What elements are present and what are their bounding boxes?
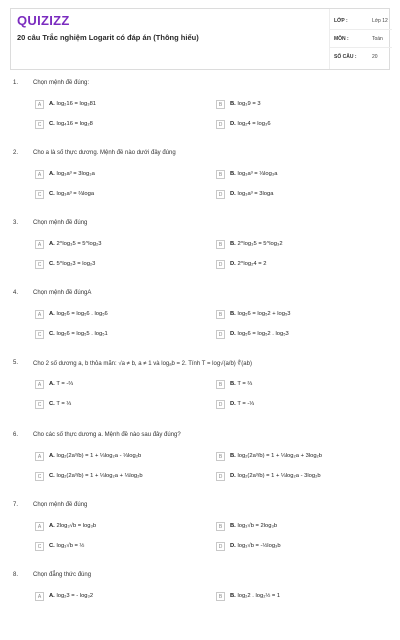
option-label: C. — [49, 401, 55, 407]
option-text: T = ⅓ — [56, 401, 72, 407]
option-text: log₃√b = ½ — [56, 543, 85, 549]
option-b[interactable] — [216, 100, 386, 112]
option-label: D. — [230, 331, 236, 337]
option-text: log₂3 = - log₃2 — [56, 593, 94, 599]
option-text: log₃a³ = ⅓log₃a — [237, 171, 278, 177]
option-c[interactable] — [35, 472, 205, 484]
question-5 — [0, 360, 400, 428]
option-letter-box: A — [35, 310, 44, 319]
option-letter-box: B — [216, 170, 225, 179]
meta-row-subject — [330, 29, 392, 48]
option-label: A. — [49, 593, 55, 599]
question-text: Chọn mệnh đề đúng: — [33, 80, 90, 86]
option-text: log₄16 = log₂8 — [56, 121, 93, 127]
option-c[interactable] — [35, 190, 205, 202]
question-8 — [0, 572, 400, 640]
option-letter-box: D — [216, 120, 225, 129]
option-letter-box: A — [35, 170, 44, 179]
meta-table — [329, 9, 392, 69]
option-letter-box: C — [35, 260, 44, 269]
option-label: D. — [230, 543, 236, 549]
option-label: B. — [230, 171, 236, 177]
option-b[interactable] — [216, 310, 386, 322]
meta-label: SỐ CÂU : — [334, 54, 357, 60]
option-label: C. — [49, 331, 55, 337]
option-label: D. — [230, 121, 236, 127]
question-number: 5. — [13, 360, 19, 366]
option-text: 2^log₃5 = 5^log₃2 — [237, 241, 283, 247]
option-text: log₂2 . log₂½ = 1 — [237, 593, 281, 599]
option-label: B. — [230, 593, 236, 599]
question-7 — [0, 502, 400, 570]
question-text: Chọn mệnh đề đúng — [33, 502, 88, 508]
option-d[interactable] — [216, 542, 386, 554]
option-label: A. — [49, 381, 55, 387]
meta-row-count — [330, 47, 392, 66]
option-c[interactable] — [35, 260, 205, 272]
option-c[interactable] — [35, 542, 205, 554]
option-letter-box: B — [216, 240, 225, 249]
option-label: A. — [49, 311, 55, 317]
option-letter-box: C — [35, 120, 44, 129]
option-a[interactable] — [35, 100, 205, 112]
question-number: 2. — [13, 150, 19, 156]
question-number: 1. — [13, 80, 19, 86]
question-4 — [0, 290, 400, 358]
option-d[interactable] — [216, 472, 386, 484]
option-text: log₅6 = log₅2 . log₅3 — [237, 331, 289, 337]
option-text: log₅6 = log₅2 + log₅3 — [237, 311, 291, 317]
option-a[interactable] — [35, 522, 205, 534]
option-text: log₂(2a³/b) = 1 + ⅓log₂a - ⅓log₂b — [56, 453, 142, 459]
question-number: 8. — [13, 572, 19, 578]
option-text: log₃a³ = 3log₃a — [56, 171, 95, 177]
meta-label: MÔN : — [334, 36, 349, 42]
option-c[interactable] — [35, 120, 205, 132]
quizizz-logo: QUIZIZZ — [17, 13, 70, 28]
option-a[interactable] — [35, 240, 205, 252]
option-text: T = -⅔ — [56, 381, 74, 387]
option-letter-box: C — [35, 472, 44, 481]
option-label: D. — [230, 473, 236, 479]
option-label: B. — [230, 523, 236, 529]
option-letter-box: C — [35, 542, 44, 551]
option-letter-box: D — [216, 400, 225, 409]
option-text: log₅6 = log₅6 . log₅6 — [56, 311, 108, 317]
option-text: log₃√b = -½log₃b — [237, 543, 281, 549]
option-b[interactable] — [216, 170, 386, 182]
option-letter-box: A — [35, 522, 44, 531]
option-letter-box: C — [35, 190, 44, 199]
option-a[interactable] — [35, 170, 205, 182]
question-number: 4. — [13, 290, 19, 296]
option-label: A. — [49, 171, 55, 177]
question-3 — [0, 220, 400, 288]
option-letter-box: D — [216, 260, 225, 269]
question-1 — [0, 80, 400, 148]
question-6 — [0, 432, 400, 500]
option-label: C. — [49, 473, 55, 479]
meta-label: LỚP : — [334, 18, 348, 24]
option-d[interactable] — [216, 120, 386, 132]
meta-value: Lớp 12 — [372, 18, 388, 24]
option-letter-box: A — [35, 380, 44, 389]
option-text: log₂(2a³/b) = 1 + ⅓log₂a - 3log₂b — [237, 473, 321, 479]
option-letter-box: B — [216, 522, 225, 531]
question-number: 3. — [13, 220, 19, 226]
question-number: 7. — [13, 502, 19, 508]
option-text: log₂4 = log₃6 — [237, 121, 271, 127]
option-text: log₃a³ = ⅔loga — [56, 191, 95, 197]
option-text: log₂(2a³/b) = 1 + ⅓log₂a + ⅓log₂b — [56, 473, 143, 479]
option-label: D. — [230, 191, 236, 197]
option-b[interactable] — [216, 240, 386, 252]
option-text: 2log₃√b = log₃b — [56, 523, 97, 529]
option-a[interactable] — [35, 592, 205, 604]
option-label: C. — [49, 121, 55, 127]
option-label: A. — [49, 523, 55, 529]
option-label: D. — [230, 261, 236, 267]
option-d[interactable] — [216, 190, 386, 202]
option-b[interactable] — [216, 522, 386, 534]
option-text: log₃9 = 3 — [237, 101, 261, 107]
option-letter-box: B — [216, 452, 225, 461]
option-d[interactable] — [216, 260, 386, 272]
option-c[interactable] — [35, 330, 205, 342]
option-letter-box: D — [216, 542, 225, 551]
worksheet-header — [10, 8, 390, 70]
option-text: 2^log₃5 = 5^log₂3 — [56, 241, 102, 247]
option-text: log₂(2a³/b) = 1 + ⅓log₂a + 3log₂b — [237, 453, 323, 459]
option-b[interactable] — [216, 592, 386, 604]
option-label: C. — [49, 261, 55, 267]
question-2 — [0, 150, 400, 218]
option-letter-box: D — [216, 472, 225, 481]
option-a[interactable] — [35, 452, 205, 464]
option-label: B. — [230, 241, 236, 247]
option-label: B. — [230, 101, 236, 107]
option-letter-box: B — [216, 100, 225, 109]
option-text: 5^log₂3 = log₂3 — [56, 261, 96, 267]
option-label: B. — [230, 381, 236, 387]
option-letter-box: B — [216, 310, 225, 319]
worksheet-title: 20 câu Trắc nghiệm Logarit có đáp án (Thông hiểu) — [17, 33, 199, 42]
question-text: Cho 2 số dương a, b thỏa mãn: √a ≠ b, a ≠ 1 và logₐb = 2. Tính T = log√(a/b) ∜(ab) — [33, 361, 252, 367]
option-c[interactable] — [35, 400, 205, 412]
meta-row-class — [330, 12, 392, 30]
option-label: B. — [230, 311, 236, 317]
option-letter-box: C — [35, 330, 44, 339]
option-letter-box: B — [216, 380, 225, 389]
option-text: log₃a³ = 3loga — [237, 191, 274, 197]
question-text: Chọn đẳng thức đúng — [33, 572, 92, 578]
option-letter-box: A — [35, 592, 44, 601]
option-text: log₂16 = log₃81 — [56, 101, 97, 107]
option-b[interactable] — [216, 452, 386, 464]
option-label: B. — [230, 453, 236, 459]
option-letter-box: B — [216, 592, 225, 601]
option-letter-box: A — [35, 100, 44, 109]
meta-value: 20 — [372, 54, 378, 60]
option-letter-box: D — [216, 190, 225, 199]
option-text: 2^log₂4 = 2 — [237, 261, 267, 267]
option-text: log₅6 = log₅5 . log₅1 — [56, 331, 108, 337]
option-letter-box: D — [216, 330, 225, 339]
option-label: C. — [49, 543, 55, 549]
question-number: 6. — [13, 432, 19, 438]
option-letter-box: A — [35, 240, 44, 249]
option-letter-box: A — [35, 452, 44, 461]
meta-value: Toán — [372, 36, 383, 42]
option-b[interactable] — [216, 380, 386, 392]
option-d[interactable] — [216, 400, 386, 412]
question-text: Chọn mệnh đề đúng — [33, 220, 88, 226]
question-text: Cho a là số thực dương. Mệnh đề nào dưới đây đúng — [33, 150, 176, 156]
option-a[interactable] — [35, 310, 205, 322]
option-label: C. — [49, 191, 55, 197]
option-label: A. — [49, 453, 55, 459]
option-text: log₃√b = 2log₃b — [237, 523, 278, 529]
option-label: D. — [230, 401, 236, 407]
question-text: Cho các số thực dương a. Mệnh đề nào sau đây đúng? — [33, 432, 181, 438]
option-d[interactable] — [216, 330, 386, 342]
option-text: T = ⅔ — [237, 381, 253, 387]
option-label: A. — [49, 101, 55, 107]
question-text: Chọn mệnh đề đúngA — [33, 290, 92, 296]
option-a[interactable] — [35, 380, 205, 392]
option-letter-box: C — [35, 400, 44, 409]
option-text: T = -⅓ — [237, 401, 255, 407]
option-label: A. — [49, 241, 55, 247]
